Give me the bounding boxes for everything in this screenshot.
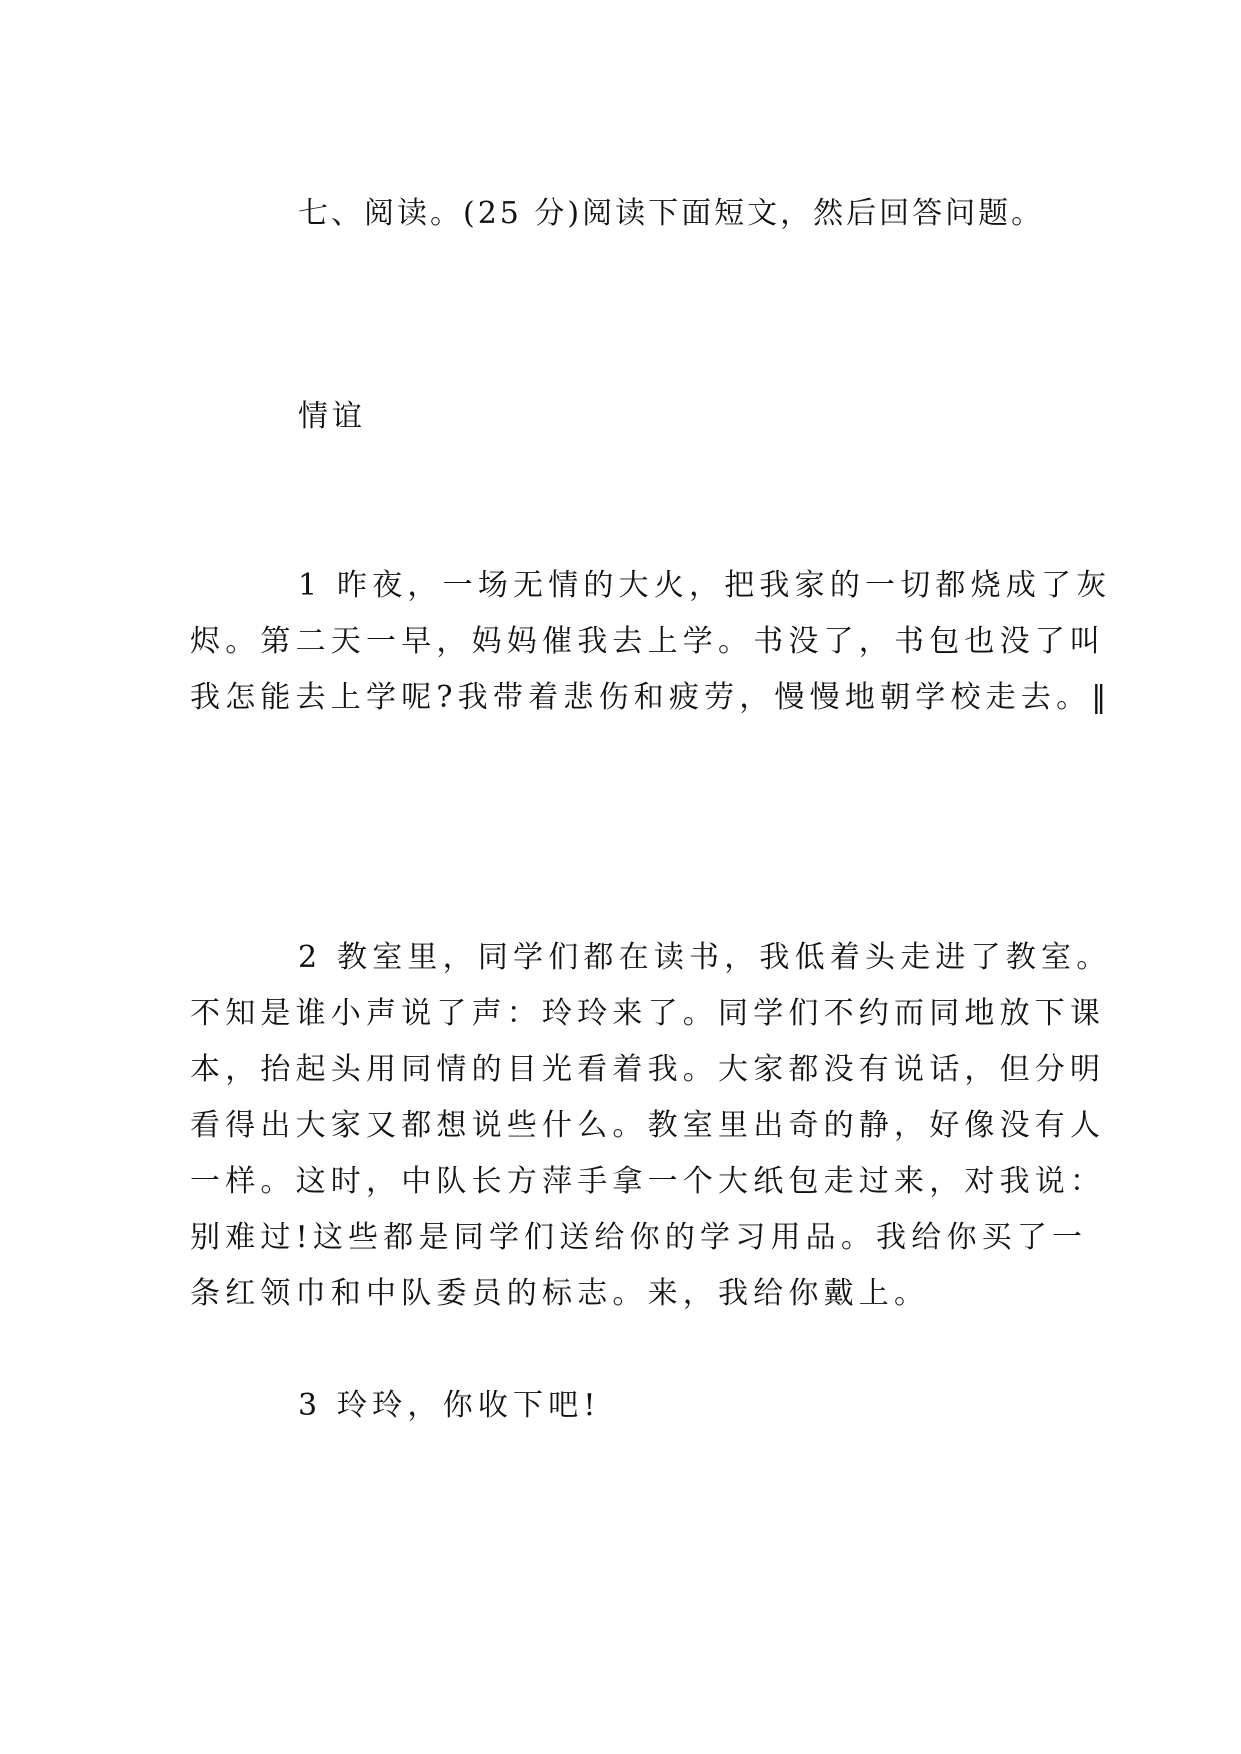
paragraph-line: 1 昨夜，一场无情的大火，把我家的一切都烧成了灰 — [298, 568, 1112, 603]
paragraph-1 — [190, 558, 1112, 726]
paragraph-line: 一样。这时，中队长方萍手拿一个大纸包走过来，对我说： — [190, 1164, 1106, 1199]
paragraph-line: 本，抬起头用同情的目光看着我。大家都没有说话，但分明 — [190, 1052, 1106, 1087]
paragraph-line: 烬。第二天一早，妈妈催我去上学。书没了，书包也没了叫 — [190, 624, 1106, 659]
paragraph-line: 不知是谁小声说了声：玲玲来了。同学们不约而同地放下课 — [190, 996, 1106, 1031]
paragraph-line: 条红领巾和中队委员的标志。来，我给你戴上。 — [190, 1276, 930, 1311]
paragraph-line: 别难过!这些都是同学们送给你的学习用品。我给你买了一 — [190, 1220, 1088, 1255]
passage-title: 情谊 — [298, 399, 366, 434]
question-instruction: 七、阅读。(25 分)阅读下面短文，然后回答问题。 — [298, 196, 1045, 231]
paragraph-line: 看得出大家又都想说些什么。教室里出奇的静，好像没有人 — [190, 1108, 1106, 1143]
paragraph-line: 我怎能去上学呢?我带着悲伤和疲劳，慢慢地朝学校走去。‖ — [190, 680, 1112, 715]
paragraph-line: 3 玲玲，你收下吧! — [298, 1388, 601, 1423]
paragraph-line: 2 教室里，同学们都在读书，我低着头走进了教室。 — [298, 940, 1112, 975]
paragraph-2 — [190, 930, 1112, 1322]
paragraph-3 — [190, 1378, 1090, 1434]
